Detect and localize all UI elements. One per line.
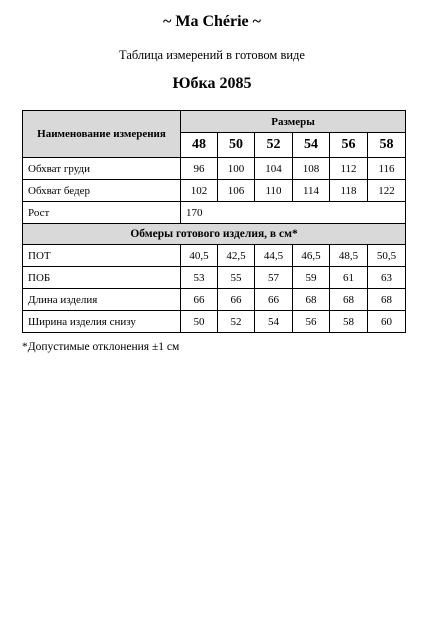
value-cell: 56 xyxy=(293,311,330,333)
value-cell: 53 xyxy=(181,267,218,289)
value-cell: 102 xyxy=(181,180,218,202)
value-cell: 66 xyxy=(181,289,218,311)
section-row xyxy=(23,224,406,245)
value-cell: 60 xyxy=(368,311,406,333)
value-cell: 116 xyxy=(368,158,406,180)
row-label: Обхват груди xyxy=(23,158,181,180)
height-value: 170 xyxy=(181,202,406,224)
table-row xyxy=(23,245,406,267)
value-cell: 66 xyxy=(255,289,293,311)
table-row xyxy=(23,267,406,289)
value-cell: 52 xyxy=(218,311,255,333)
value-cell: 114 xyxy=(293,180,330,202)
table-subtitle: Таблица измерений в готовом виде xyxy=(119,48,305,62)
value-cell: 110 xyxy=(255,180,293,202)
value-cell: 50,5 xyxy=(368,245,406,267)
value-cell: 48,5 xyxy=(330,245,368,267)
value-cell: 44,5 xyxy=(255,245,293,267)
value-cell: 63 xyxy=(368,267,406,289)
value-cell: 58 xyxy=(330,311,368,333)
value-cell: 46,5 xyxy=(293,245,330,267)
value-cell: 122 xyxy=(368,180,406,202)
table-row xyxy=(23,158,406,180)
sizes-header: Размеры xyxy=(181,111,406,133)
size-cell: 48 xyxy=(181,133,218,158)
value-cell: 68 xyxy=(368,289,406,311)
table-row xyxy=(23,311,406,333)
value-cell: 54 xyxy=(255,311,293,333)
table-row xyxy=(23,202,406,224)
size-cell: 54 xyxy=(293,133,330,158)
value-cell: 55 xyxy=(218,267,255,289)
row-label: Ширина изделия снизу xyxy=(23,311,181,333)
row-label: Рост xyxy=(23,202,181,224)
value-cell: 104 xyxy=(255,158,293,180)
value-cell: 50 xyxy=(181,311,218,333)
value-cell: 106 xyxy=(218,180,255,202)
value-cell: 68 xyxy=(293,289,330,311)
value-cell: 118 xyxy=(330,180,368,202)
section-title: Обмеры готового изделия, в см* xyxy=(23,224,406,245)
table-row xyxy=(23,180,406,202)
value-cell: 40,5 xyxy=(181,245,218,267)
value-cell: 42,5 xyxy=(218,245,255,267)
value-cell: 108 xyxy=(293,158,330,180)
value-cell: 66 xyxy=(218,289,255,311)
value-cell: 100 xyxy=(218,158,255,180)
value-cell: 61 xyxy=(330,267,368,289)
tolerance-note: *Допустимые отклонения ±1 см xyxy=(22,341,180,353)
size-table xyxy=(22,110,406,333)
table-row xyxy=(23,289,406,311)
value-cell: 112 xyxy=(330,158,368,180)
size-cell: 50 xyxy=(218,133,255,158)
size-cell: 58 xyxy=(368,133,406,158)
value-cell: 68 xyxy=(330,289,368,311)
row-label: Длина изделия xyxy=(23,289,181,311)
row-label: ПОТ xyxy=(23,245,181,267)
table-header-row xyxy=(23,111,406,133)
value-cell: 57 xyxy=(255,267,293,289)
size-cell: 52 xyxy=(255,133,293,158)
row-label: Обхват бедер xyxy=(23,180,181,202)
brand-title: ~ Ma Chérie ~ xyxy=(163,13,261,30)
row-label: ПОБ xyxy=(23,267,181,289)
measurement-name-header: Наименование измерения xyxy=(23,111,181,158)
product-title: Юбка 2085 xyxy=(172,75,252,92)
value-cell: 59 xyxy=(293,267,330,289)
size-cell: 56 xyxy=(330,133,368,158)
value-cell: 96 xyxy=(181,158,218,180)
